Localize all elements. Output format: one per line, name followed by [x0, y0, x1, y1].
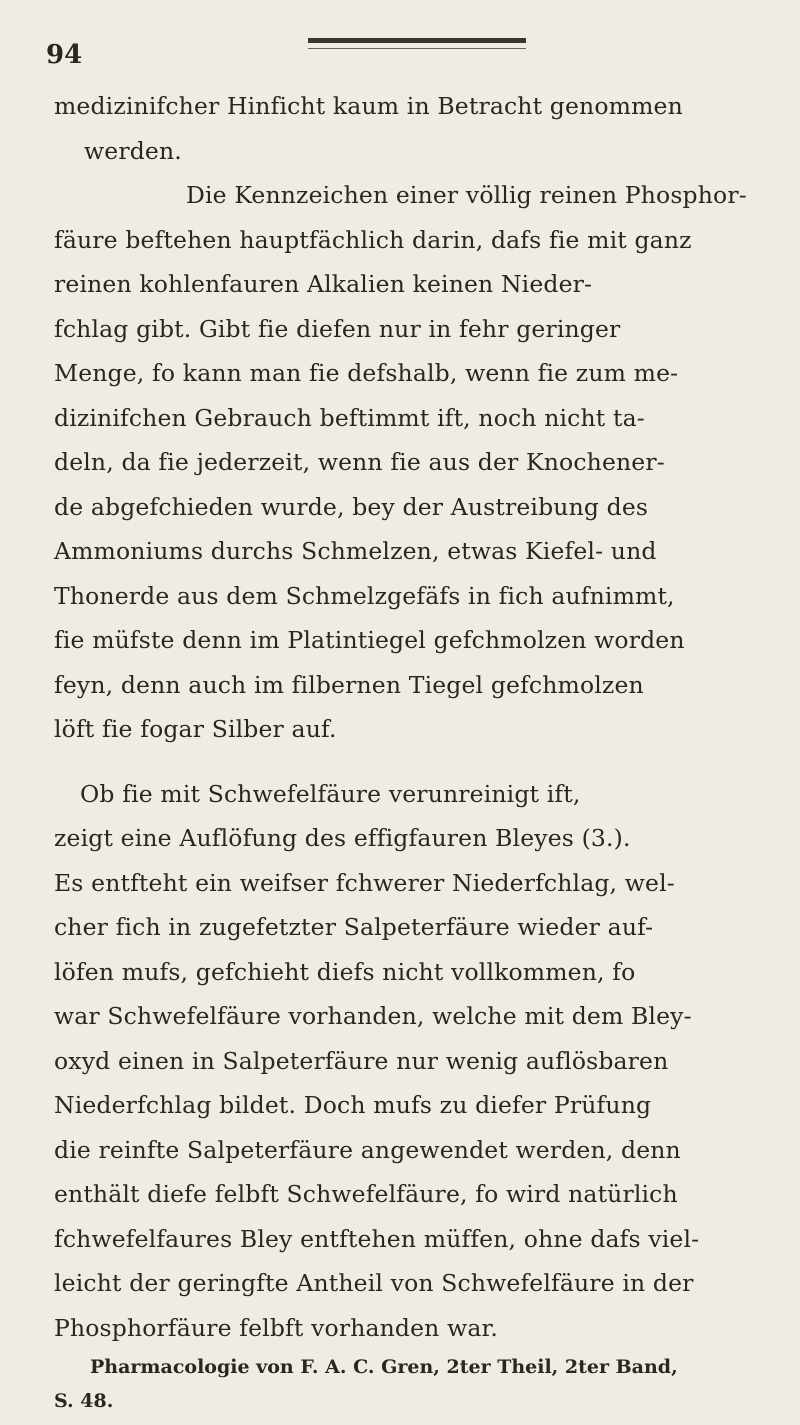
text-line: die reinfte Salpeterfäure angewendet werden, denn: [54, 1135, 681, 1164]
text-line: cher fich in zugefetzter Salpeterfäure wieder auf-: [54, 913, 654, 941]
text-line: oxyd einen in Salpeterfäure nur wenig auflösbaren: [54, 1046, 669, 1075]
text-line: Niederfchlag bildet. Doch mufs zu diefer Prüfung: [54, 1091, 652, 1119]
text-line: Thonerde aus dem Schmelzgefäfs in fich aufnimmt,: [54, 581, 675, 610]
text-line: Phosphorfäure felbft vorhanden war.: [54, 1313, 498, 1342]
page-number: 94: [46, 40, 83, 70]
text-line: Menge, fo kann man fie defshalb, wenn fie zum me-: [54, 359, 679, 387]
text-line: fie müfste denn im Platintiegel gefchmolzen worden: [54, 626, 685, 654]
header-rule-thin: [308, 48, 526, 49]
body-text: [54, 84, 770, 1350]
text-line: werden.: [84, 136, 182, 165]
paragraph-gap: [54, 752, 770, 772]
text-line: Ammoniums durchs Schmelzen, etwas Kiefel- und: [54, 537, 657, 565]
text-line: enthält diefe felbft Schwefelfäure, fo wird natürlich: [54, 1180, 678, 1208]
paragraph-start-line: Die Kennzeichen einer völlig reinen Phosphor-: [186, 181, 747, 209]
text-line: löfen mufs, gefchieht diefs nicht vollkommen, fo: [54, 957, 636, 986]
paragraph-start-line: Ob fie mit Schwefelfäure verunreinigt ift,: [80, 779, 581, 808]
text-line: war Schwefelfäure vorhanden, welche mit dem Bley-: [54, 1002, 692, 1030]
header-rule: [308, 38, 526, 43]
text-line: zeigt eine Auflöfung des effigfauren Bleyes (3.).: [54, 824, 631, 852]
text-line: dizinifchen Gebrauch beftimmt ift, noch nicht ta-: [54, 403, 645, 432]
text-line: leicht der geringfte Antheil von Schwefelfäure in der: [54, 1269, 694, 1297]
text-line: reinen kohlenfauren Alkalien keinen Nieder-: [54, 270, 593, 298]
text-line: medizinifcher Hinficht kaum in Betracht genommen: [54, 92, 683, 120]
footnote-citation: Pharmacologie von F. A. C. Gren, 2ter Theil, 2ter Band,: [90, 1356, 678, 1378]
text-line: Es entfteht ein weifser fchwerer Niederfchlag, wel-: [54, 868, 675, 897]
text-line: deln, da fie jederzeit, wenn fie aus der Knochener-: [54, 448, 665, 476]
text-line: de abgefchieden wurde, bey der Austreibung des: [54, 492, 649, 521]
text-line: löft fie fogar Silber auf.: [54, 715, 337, 743]
footnote: [54, 1350, 774, 1418]
text-line: fchlag gibt. Gibt fie diefen nur in fehr geringer: [54, 314, 621, 343]
text-line: feyn, denn auch im filbernen Tiegel gefchmolzen: [54, 670, 644, 699]
text-line: fchwefelfaures Bley entftehen müffen, ohne dafs viel-: [54, 1224, 700, 1253]
text-line: fäure beftehen hauptfächlich darin, dafs fie mit ganz: [54, 225, 692, 254]
footnote-page-ref: S. 48.: [54, 1390, 114, 1412]
